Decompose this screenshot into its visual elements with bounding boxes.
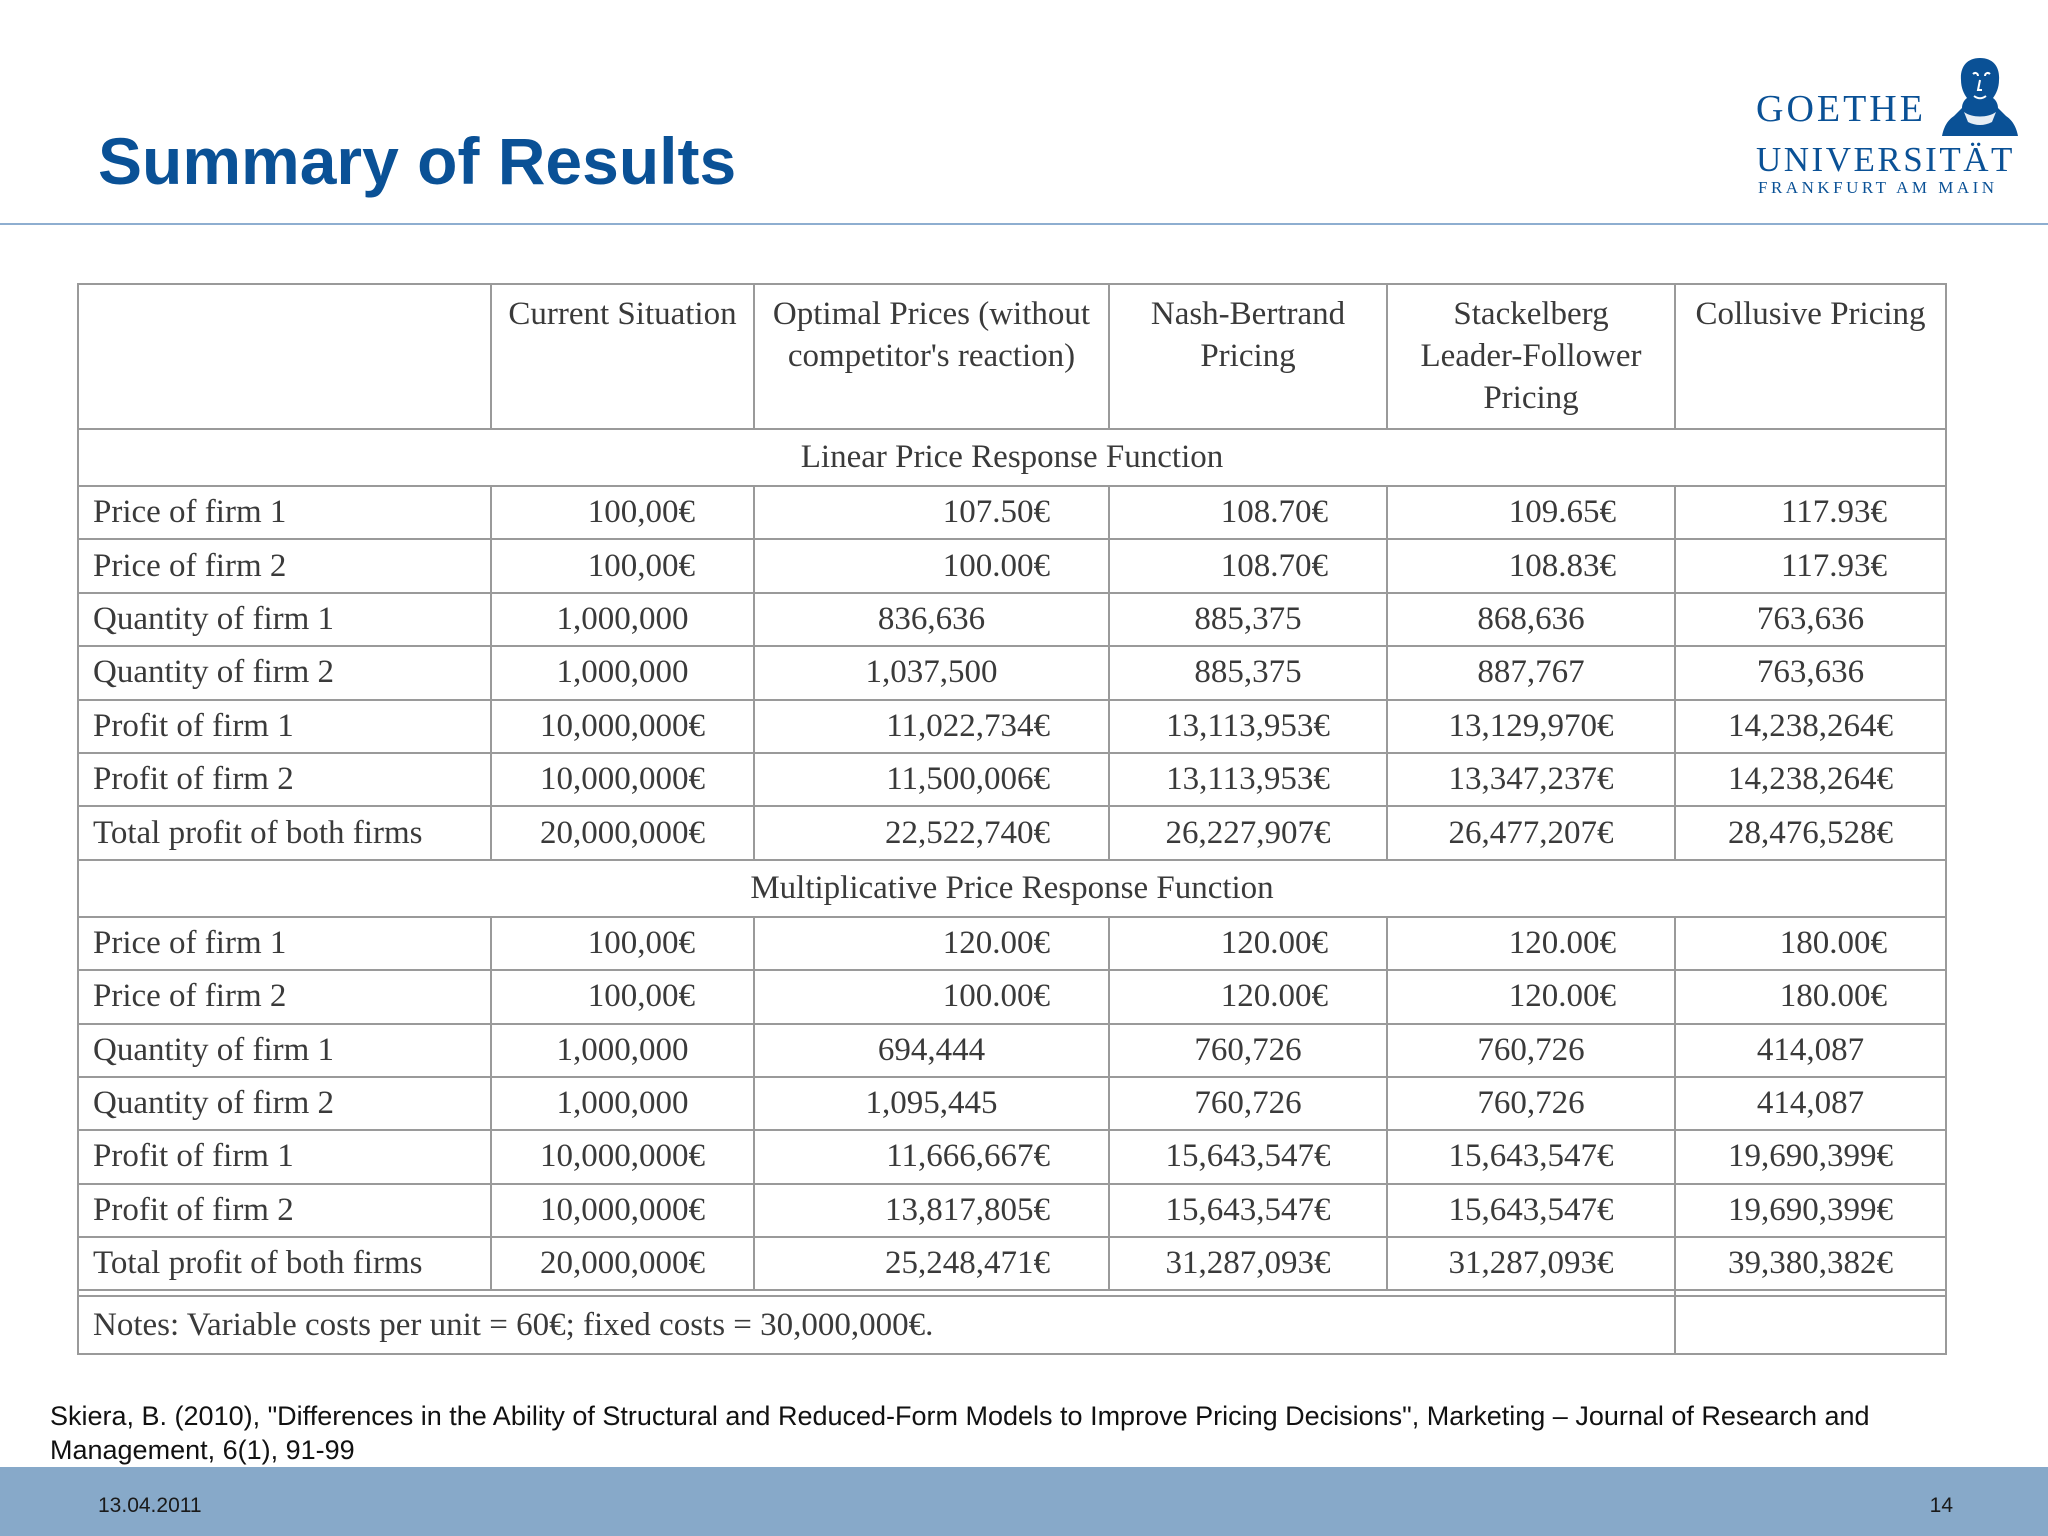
table-cell: 14,238,264€ [1675,700,1946,753]
table-cell: 120.00€ [1387,917,1675,970]
table-row [78,646,1946,699]
table-cell: 13,817,805€ [754,1184,1109,1237]
table-cell: 868,636 [1387,593,1675,646]
table-cell: 760,726 [1109,1077,1387,1130]
header-cell-nash: Nash-Bertrand Pricing [1109,284,1387,429]
footer-bar [0,1467,2048,1536]
footer-date: 13.04.2011 [98,1494,202,1517]
logo-line-goethe: GOETHE [1756,88,1926,130]
header-cell-stackelberg: Stackelberg Leader-Follower Pricing [1387,284,1675,429]
table-cell: 100,00€ [491,917,754,970]
table-cell: 13,113,953€ [1109,700,1387,753]
table-cell: 763,636 [1675,646,1946,699]
table-row [78,700,1946,753]
goethe-portrait-icon [1940,54,2020,136]
logo-line-city: FRANKFURT AM MAIN [1758,178,1998,197]
table-cell: 1,000,000 [491,1024,754,1077]
table-row [78,1237,1946,1290]
table-cell: 885,375 [1109,593,1387,646]
row-label: Profit of firm 2 [78,753,491,806]
section-title-linear: Linear Price Response Function [78,429,1946,486]
table-cell: 760,726 [1387,1077,1675,1130]
row-label: Profit of firm 1 [78,1130,491,1183]
table-cell: 1,000,000 [491,593,754,646]
table-cell: 28,476,528€ [1675,806,1946,859]
table-cell: 26,227,907€ [1109,806,1387,859]
table-cell: 100,00€ [491,539,754,592]
table-cell: 10,000,000€ [491,753,754,806]
table-cell: 13,347,237€ [1387,753,1675,806]
table-cell: 180.00€ [1675,970,1946,1023]
table-cell: 14,238,264€ [1675,753,1946,806]
table-row [78,593,1946,646]
table-row [78,917,1946,970]
table-cell: 414,087 [1675,1024,1946,1077]
table-row [78,486,1946,539]
table-cell: 887,767 [1387,646,1675,699]
table-notes: Notes: Variable costs per unit = 60€; fixed costs = 30,000,000€. [78,1296,1675,1354]
table-cell: 414,087 [1675,1077,1946,1130]
table-cell: 26,477,207€ [1387,806,1675,859]
table-notes-row [78,1296,1946,1354]
citation-reference: Skiera, B. (2010), "Differences in the Ability of Structural and Reduced-Form Models to Improve Pricing Decisions", Marketing – Journal of Research and Management, 6(1), 91-99 [50,1401,1870,1465]
table-cell: 1,095,445 [754,1077,1109,1130]
row-label: Price of firm 2 [78,970,491,1023]
section-title-multiplicative: Multiplicative Price Response Function [78,860,1946,917]
row-label: Price of firm 1 [78,917,491,970]
university-logo [1756,54,2020,200]
table-cell: 120.00€ [1109,970,1387,1023]
table-cell: 11,666,667€ [754,1130,1109,1183]
table-row [78,539,1946,592]
table-cell: 25,248,471€ [754,1237,1109,1290]
header-cell-current: Current Situation [491,284,754,429]
table-cell: 10,000,000€ [491,1130,754,1183]
table-cell: 108.70€ [1109,539,1387,592]
table-cell: 120.00€ [1109,917,1387,970]
table-cell: 100.00€ [754,539,1109,592]
row-label: Profit of firm 2 [78,1184,491,1237]
table-cell: 1,037,500 [754,646,1109,699]
table-cell: 100,00€ [491,970,754,1023]
row-label: Profit of firm 1 [78,700,491,753]
row-label: Total profit of both firms [78,1237,491,1290]
table-cell: 120.00€ [1387,970,1675,1023]
table-notes-empty-cell [1675,1296,1946,1354]
table-cell: 11,022,734€ [754,700,1109,753]
header-divider [0,223,2048,225]
table-row [78,1130,1946,1183]
table-cell: 836,636 [754,593,1109,646]
row-label: Total profit of both firms [78,806,491,859]
table-cell: 10,000,000€ [491,1184,754,1237]
table-cell: 19,690,399€ [1675,1184,1946,1237]
table-cell: 15,643,547€ [1387,1130,1675,1183]
header-cell-empty [78,284,491,429]
table-cell: 120.00€ [754,917,1109,970]
row-label: Quantity of firm 1 [78,593,491,646]
table-cell: 13,129,970€ [1387,700,1675,753]
table-row [78,1184,1946,1237]
table-cell: 763,636 [1675,593,1946,646]
table-cell: 11,500,006€ [754,753,1109,806]
table-cell: 760,726 [1109,1024,1387,1077]
table-row [78,1024,1946,1077]
slide-title: Summary of Results [98,124,737,198]
table-cell: 760,726 [1387,1024,1675,1077]
table-cell: 117.93€ [1675,486,1946,539]
row-label: Price of firm 2 [78,539,491,592]
table-cell: 100.00€ [754,970,1109,1023]
table-cell: 885,375 [1109,646,1387,699]
table-cell: 10,000,000€ [491,700,754,753]
table-cell: 15,643,547€ [1387,1184,1675,1237]
table-cell: 694,444 [754,1024,1109,1077]
table-cell: 108.83€ [1387,539,1675,592]
page-number: 14 [1929,1494,1953,1517]
logo-line-universitaet: UNIVERSITÄT [1756,140,2015,179]
table-header-row [78,284,1946,429]
table-cell: 100,00€ [491,486,754,539]
table-cell: 108.70€ [1109,486,1387,539]
table-cell: 1,000,000 [491,1077,754,1130]
table-cell: 20,000,000€ [491,806,754,859]
row-label: Quantity of firm 1 [78,1024,491,1077]
table-cell: 31,287,093€ [1387,1237,1675,1290]
table-cell: 107.50€ [754,486,1109,539]
table-cell: 109.65€ [1387,486,1675,539]
table-cell: 1,000,000 [491,646,754,699]
row-label: Quantity of firm 2 [78,1077,491,1130]
table-cell: 31,287,093€ [1109,1237,1387,1290]
header-cell-collusive: Collusive Pricing [1675,284,1946,429]
table-cell: 15,643,547€ [1109,1130,1387,1183]
table-cell: 13,113,953€ [1109,753,1387,806]
table-cell: 19,690,399€ [1675,1130,1946,1183]
table-row [78,806,1946,859]
row-label: Price of firm 1 [78,486,491,539]
table-row [78,1077,1946,1130]
table-row [78,753,1946,806]
table-cell: 15,643,547€ [1109,1184,1387,1237]
table-cell: 180.00€ [1675,917,1946,970]
table-row [78,970,1946,1023]
row-label: Quantity of firm 2 [78,646,491,699]
table-cell: 39,380,382€ [1675,1237,1946,1290]
table-cell: 22,522,740€ [754,806,1109,859]
results-table [77,283,1947,1355]
table-cell: 20,000,000€ [491,1237,754,1290]
table-cell: 117.93€ [1675,539,1946,592]
header-cell-optimal: Optimal Prices (without competitor's reaction) [754,284,1109,429]
